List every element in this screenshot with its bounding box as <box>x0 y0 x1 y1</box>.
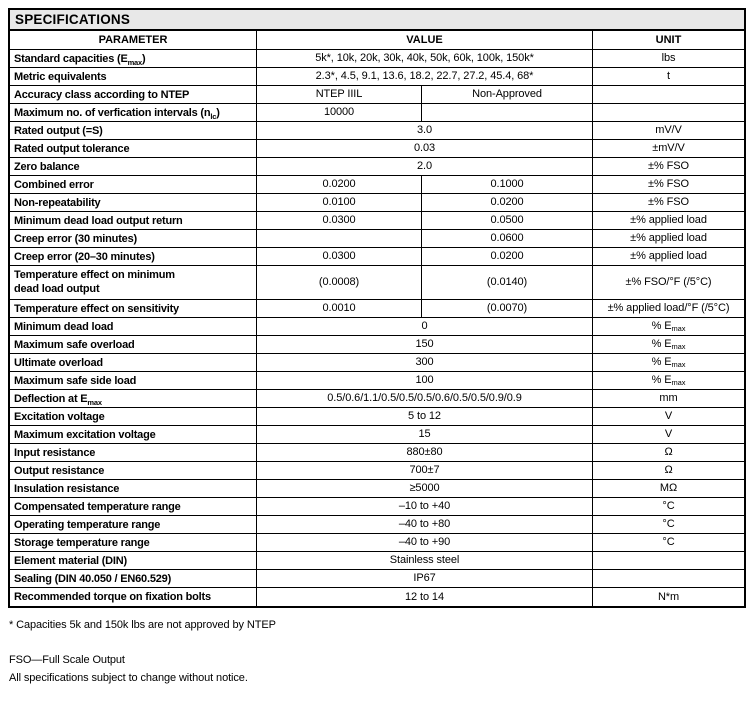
unit-text: N*m <box>657 590 680 603</box>
unit-text: mm <box>659 392 678 405</box>
table-row <box>10 498 744 516</box>
parameter-text: Non-repeatability <box>14 197 101 209</box>
unit-cell <box>593 390 744 407</box>
table-row <box>10 354 744 372</box>
spec-table <box>8 8 746 608</box>
unit-cell <box>593 300 744 317</box>
parameter-cell <box>10 498 257 515</box>
unit-text: ±% applied load <box>630 214 707 227</box>
unit-text: °C <box>662 536 675 549</box>
value-cell: NTEP IIIL <box>257 86 422 103</box>
table-row <box>10 588 744 606</box>
parameter-text: Minimum dead load <box>14 321 114 333</box>
unit-cell <box>593 176 744 193</box>
value-cell: Non-Approved <box>422 86 593 103</box>
unit-cell <box>593 498 744 515</box>
parameter-text: Sealing (DIN 40.050 / EN60.529) <box>14 573 172 585</box>
unit-text: V <box>664 428 673 441</box>
parameter-text: Accuracy class according to NTEP <box>14 89 190 101</box>
value-cell: 0.1000 <box>422 176 593 193</box>
column-header-parameter: PARAMETER <box>10 31 257 49</box>
parameter-cell <box>10 408 257 425</box>
parameter-cell <box>10 300 257 317</box>
parameter-text: Input resistance <box>14 447 96 459</box>
unit-cell <box>593 426 744 443</box>
unit-cell <box>593 516 744 533</box>
table-row <box>10 318 744 336</box>
table-row <box>10 534 744 552</box>
unit-cell <box>593 444 744 461</box>
unit-text: ±% FSO/°F (/5°C) <box>625 276 712 289</box>
parameter-cell <box>10 426 257 443</box>
value-cell: 3.0 <box>257 122 593 139</box>
table-row <box>10 68 744 86</box>
table-row <box>10 212 744 230</box>
parameter-text: Operating temperature range <box>14 519 161 531</box>
value-cell: 5k*, 10k, 20k, 30k, 40k, 50k, 60k, 100k, 150k* <box>257 50 593 67</box>
table-row <box>10 570 744 588</box>
value-cell: 10000 <box>257 104 422 121</box>
parameter-text: Temperature effect on minimum <box>14 269 175 281</box>
unit-cell <box>593 158 744 175</box>
unit-cell <box>593 318 744 335</box>
value-cell: 150 <box>257 336 593 353</box>
table-row <box>10 86 744 104</box>
parameter-text: Compensated temperature range <box>14 501 181 513</box>
parameter-text: Insulation resistance <box>14 483 120 495</box>
value-cell: ≥5000 <box>257 480 593 497</box>
parameter-text: Maximum excitation voltage <box>14 429 156 441</box>
table-row <box>10 230 744 248</box>
value-cell: 700±7 <box>257 462 593 479</box>
table-row <box>10 266 744 300</box>
unit-text: ±% FSO <box>648 196 689 209</box>
unit-text: ±% applied load/°F (/5°C) <box>607 302 730 315</box>
parameter-subscript: max <box>127 58 143 67</box>
table-row <box>10 300 744 318</box>
parameter-text: Standard capacities (E <box>14 53 128 65</box>
parameter-cell <box>10 212 257 229</box>
unit-cell <box>593 248 744 265</box>
column-header-unit: UNIT <box>655 33 682 46</box>
table-row <box>10 50 744 68</box>
value-cell: 0.0300 <box>257 248 422 265</box>
parameter-text: Storage temperature range <box>14 537 150 549</box>
unit-cell <box>593 570 744 587</box>
value-cell: 12 to 14 <box>257 588 593 606</box>
value-cell: (0.0008) <box>257 266 422 299</box>
footnote-fso: FSO—Full Scale Output <box>9 654 125 666</box>
footnote-capacities: * Capacities 5k and 150k lbs are not approved by NTEP <box>9 619 276 631</box>
table-title: SPECIFICATIONS <box>15 12 131 27</box>
table-row <box>10 462 744 480</box>
unit-subscript: max <box>671 324 686 334</box>
value-cell: 15 <box>257 426 593 443</box>
parameter-text: Minimum dead load output return <box>14 215 183 227</box>
parameter-text: Element material (DIN) <box>14 555 127 567</box>
unit-text: % E <box>651 356 672 369</box>
table-row <box>10 140 744 158</box>
table-row <box>10 158 744 176</box>
parameter-cell <box>10 140 257 157</box>
unit-cell <box>593 194 744 211</box>
parameter-cell <box>10 158 257 175</box>
value-cell: 0.0500 <box>422 212 593 229</box>
parameter-text: Excitation voltage <box>14 411 105 423</box>
parameter-text: Deflection at E <box>14 393 88 405</box>
table-row <box>10 426 744 444</box>
value-cell <box>422 104 593 121</box>
parameter-cell <box>10 444 257 461</box>
value-cell: –40 to +80 <box>257 516 593 533</box>
unit-text: MΩ <box>659 482 678 495</box>
value-cell: 0.0600 <box>422 230 593 247</box>
parameter-cell <box>10 480 257 497</box>
table-row <box>10 552 744 570</box>
table-row <box>10 390 744 408</box>
unit-text: lbs <box>661 52 676 65</box>
unit-text: ±% applied load <box>630 232 707 245</box>
parameter-cell <box>10 176 257 193</box>
value-cell: (0.0140) <box>422 266 593 299</box>
unit-text: % E <box>651 374 672 387</box>
parameter-cell <box>10 570 257 587</box>
unit-text: V <box>664 410 673 423</box>
value-cell: 2.3*, 4.5, 9.1, 13.6, 18.2, 22.7, 27.2, 45.4, 68* <box>257 68 593 85</box>
table-row <box>10 480 744 498</box>
value-cell: 0.0100 <box>257 194 422 211</box>
unit-cell <box>593 354 744 371</box>
table-row <box>10 176 744 194</box>
unit-cell <box>593 480 744 497</box>
parameter-cell <box>10 194 257 211</box>
parameter-text: Ultimate overload <box>14 357 103 369</box>
parameter-text: Rated output tolerance <box>14 143 130 155</box>
parameter-subscript: lc <box>210 112 217 121</box>
table-row <box>10 372 744 390</box>
parameter-text: Rated output (=S) <box>14 125 103 137</box>
parameter-text: Output resistance <box>14 465 105 477</box>
table-title-bar <box>10 10 744 31</box>
unit-cell <box>593 122 744 139</box>
footnote-notice: All specifications subject to change without notice. <box>9 672 248 684</box>
unit-text: ±% FSO <box>648 160 689 173</box>
parameter-text: Creep error (30 minutes) <box>14 233 137 245</box>
column-header-value: VALUE <box>257 31 593 49</box>
parameter-cell <box>10 122 257 139</box>
unit-cell <box>593 462 744 479</box>
unit-text: ±% FSO <box>648 178 689 191</box>
table-row <box>10 516 744 534</box>
value-cell: 100 <box>257 372 593 389</box>
unit-text: °C <box>662 518 675 531</box>
value-cell: 300 <box>257 354 593 371</box>
unit-cell <box>593 552 744 569</box>
parameter-cell <box>10 104 257 121</box>
parameter-cell <box>10 86 257 103</box>
value-cell: 2.0 <box>257 158 593 175</box>
unit-text: % E <box>651 320 672 333</box>
table-row <box>10 336 744 354</box>
unit-cell <box>593 50 744 67</box>
unit-subscript: max <box>671 342 686 352</box>
parameter-text: Maximum safe overload <box>14 339 135 351</box>
unit-cell <box>593 140 744 157</box>
unit-text: Ω <box>664 446 673 459</box>
parameter-cell <box>10 390 257 407</box>
unit-subscript: max <box>671 360 686 370</box>
unit-text: mV/V <box>655 124 682 137</box>
value-cell: 0.0200 <box>422 194 593 211</box>
parameter-cell <box>10 462 257 479</box>
table-row <box>10 248 744 266</box>
value-cell <box>257 230 422 247</box>
parameter-cell <box>10 516 257 533</box>
value-cell: 0.0300 <box>257 212 422 229</box>
table-row <box>10 408 744 426</box>
value-cell: (0.0070) <box>422 300 593 317</box>
parameter-cell <box>10 50 257 67</box>
unit-cell <box>593 104 744 121</box>
parameter-cell <box>10 230 257 247</box>
parameter-text: Temperature effect on sensitivity <box>14 303 179 315</box>
table-row <box>10 104 744 122</box>
value-cell: –10 to +40 <box>257 498 593 515</box>
parameter-text: ) <box>142 53 146 65</box>
unit-cell <box>593 86 744 103</box>
unit-cell <box>593 266 744 299</box>
value-cell: 0.0200 <box>422 248 593 265</box>
parameter-text: Maximum no. of verfication intervals (n <box>14 107 211 119</box>
unit-cell <box>593 372 744 389</box>
value-cell: 5 to 12 <box>257 408 593 425</box>
parameter-cell <box>10 336 257 353</box>
table-row <box>10 194 744 212</box>
unit-text: ±mV/V <box>652 142 685 155</box>
parameter-text: dead load output <box>14 283 100 295</box>
table-header-row <box>10 31 744 50</box>
unit-text: t <box>667 70 670 83</box>
value-cell: 0.5/0.6/1.1/0.5/0.5/0.5/0.6/0.5/0.5/0.9/0.9 <box>257 390 593 407</box>
table-row <box>10 444 744 462</box>
unit-text: % E <box>651 338 672 351</box>
parameter-cell <box>10 68 257 85</box>
parameter-text: Combined error <box>14 179 94 191</box>
unit-cell <box>593 230 744 247</box>
parameter-cell <box>10 318 257 335</box>
unit-cell <box>593 212 744 229</box>
value-cell: 0.0010 <box>257 300 422 317</box>
parameter-cell <box>10 372 257 389</box>
parameter-text: Maximum safe side load <box>14 375 137 387</box>
unit-cell <box>593 68 744 85</box>
unit-text: Ω <box>664 464 673 477</box>
unit-text: ±% applied load <box>630 250 707 263</box>
parameter-cell <box>10 534 257 551</box>
value-cell: 0.0200 <box>257 176 422 193</box>
parameter-cell <box>10 354 257 371</box>
value-cell: 880±80 <box>257 444 593 461</box>
unit-cell <box>593 534 744 551</box>
parameter-text: Metric equivalents <box>14 71 107 83</box>
value-cell: 0.03 <box>257 140 593 157</box>
unit-cell <box>593 336 744 353</box>
unit-subscript: max <box>671 378 686 388</box>
parameter-text: Recommended torque on fixation bolts <box>14 591 211 603</box>
parameter-text: Zero balance <box>14 161 80 173</box>
unit-cell <box>593 588 744 606</box>
value-cell: Stainless steel <box>257 552 593 569</box>
unit-text: °C <box>662 500 675 513</box>
parameter-cell <box>10 588 257 606</box>
parameter-cell <box>10 552 257 569</box>
parameter-cell <box>10 248 257 265</box>
value-cell: 0 <box>257 318 593 335</box>
value-cell: –40 to +90 <box>257 534 593 551</box>
parameter-cell <box>10 266 257 299</box>
parameter-text: Creep error (20–30 minutes) <box>14 251 155 263</box>
parameter-subscript: max <box>87 398 102 407</box>
unit-cell <box>593 408 744 425</box>
table-row <box>10 122 744 140</box>
parameter-text: ) <box>216 107 220 119</box>
value-cell: IP67 <box>257 570 593 587</box>
spec-table-body <box>10 50 744 606</box>
